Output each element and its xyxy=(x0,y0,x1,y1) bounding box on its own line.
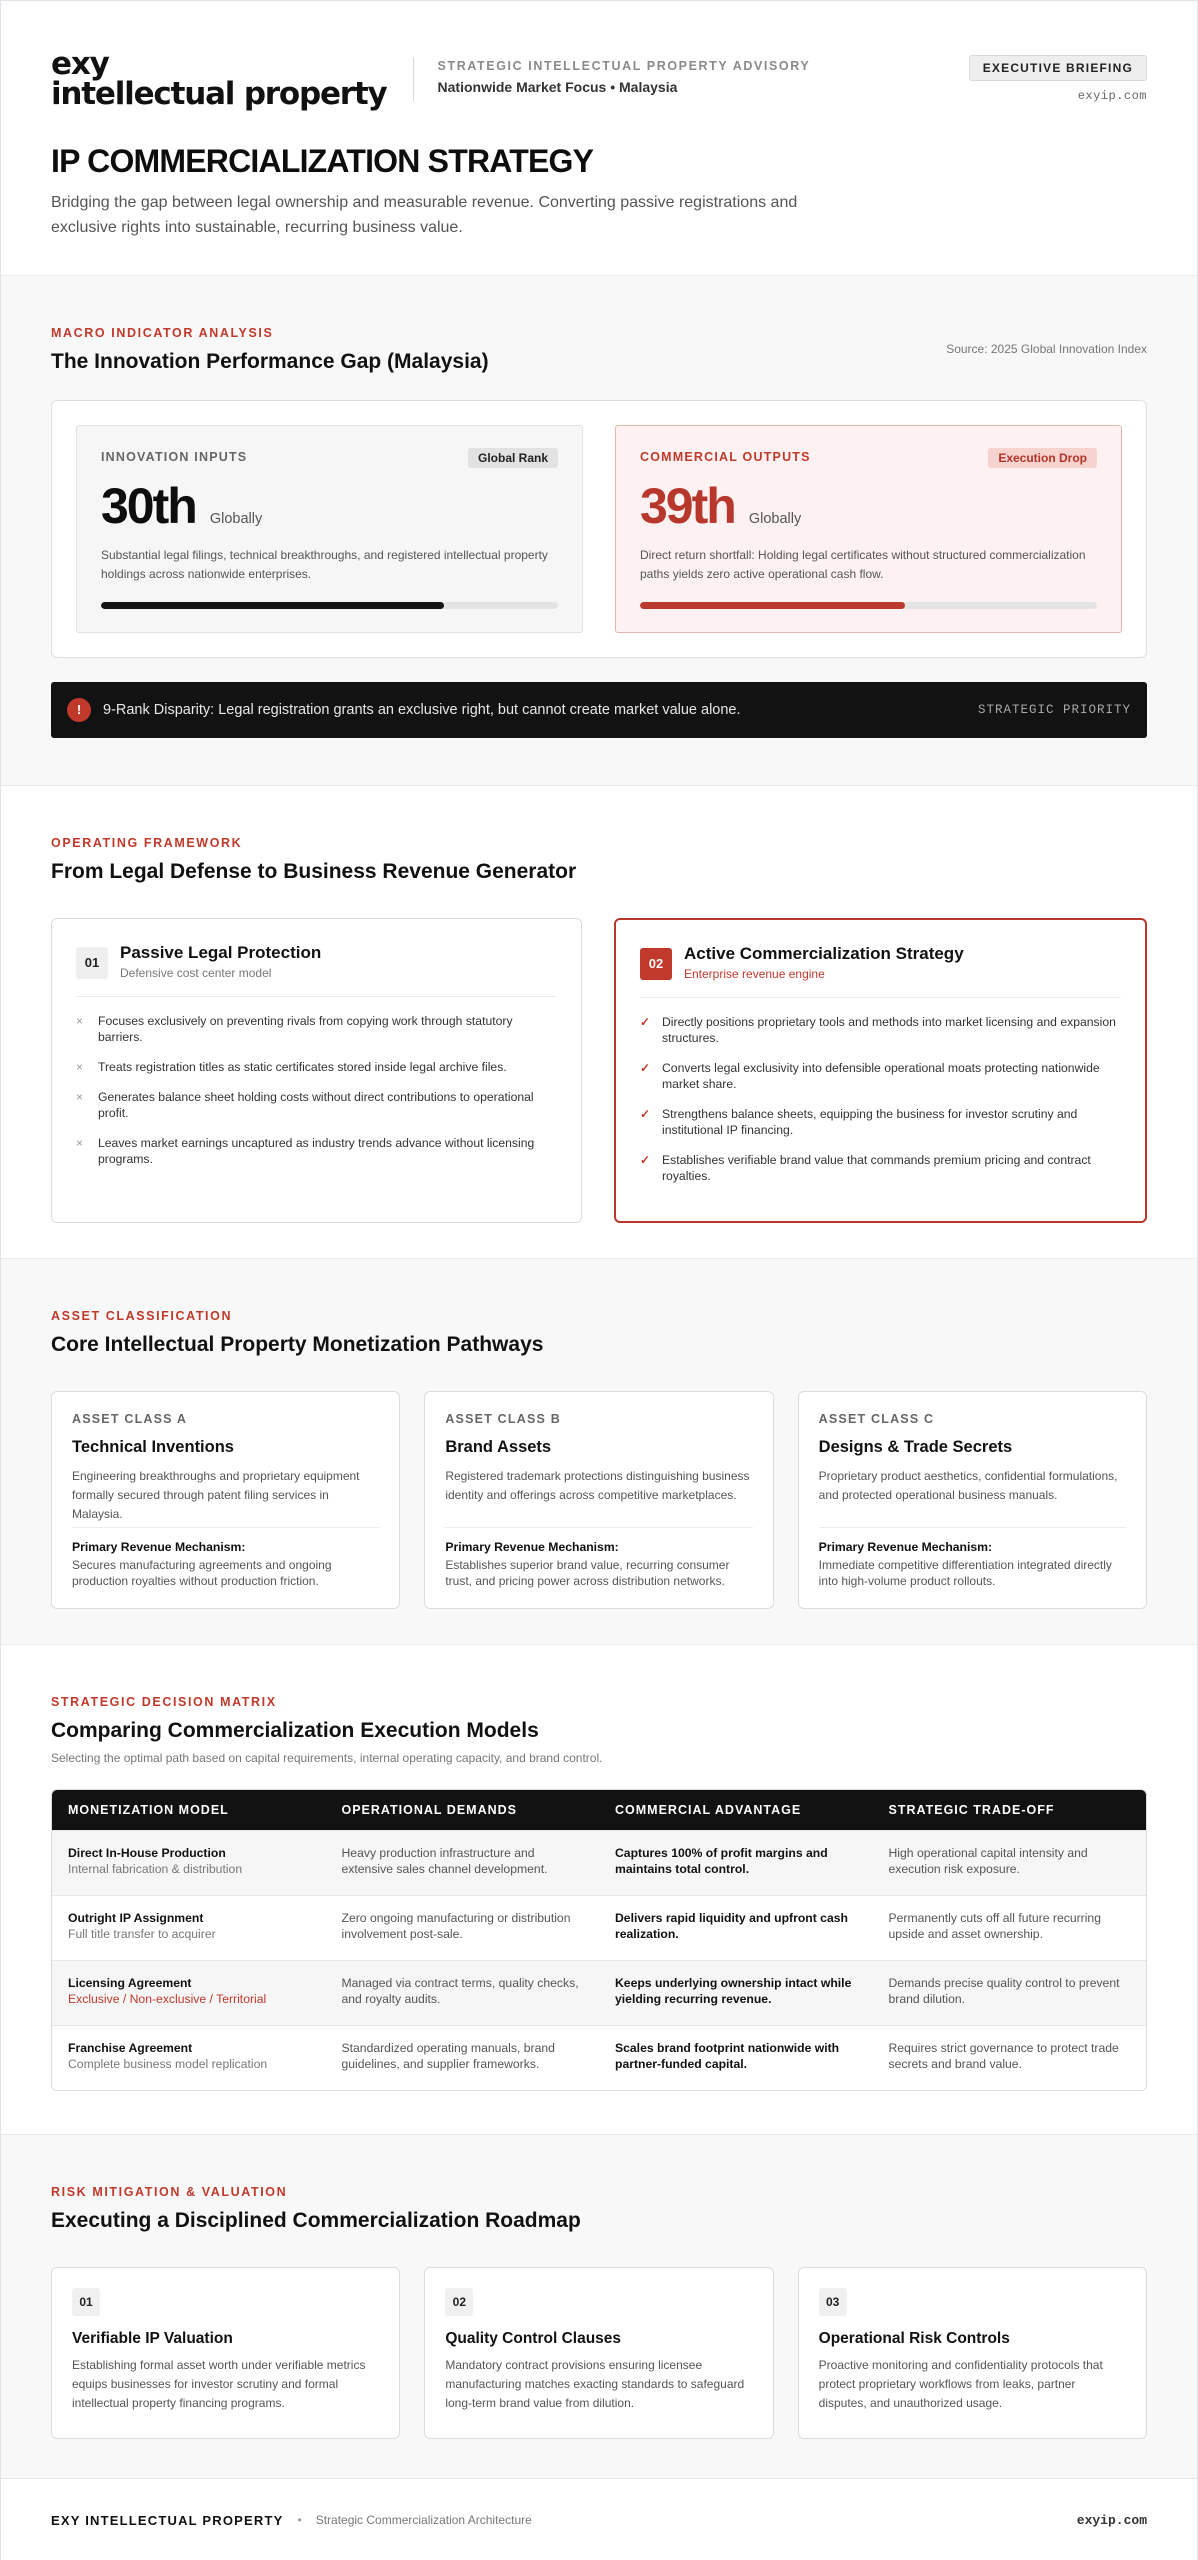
divider xyxy=(72,1527,379,1528)
model-cell xyxy=(52,2040,326,2090)
step-description: Proactive monitoring and confidentiality protocols that protect proprietary workflows from leaks, partner disputes, and unauthorized usage. xyxy=(818,2358,1103,2410)
section-title: Comparing Commercialization Execution Models xyxy=(51,1719,539,1742)
header-right xyxy=(969,55,1147,103)
card-description: Substantial legal filings, technical breakthroughs, and registered intellectual property holdings across nationwide enterprises. xyxy=(101,548,548,581)
page-description: Bridging the gap between legal ownership and measurable revenue. Converting passive registrations and exclusive rights into sustainable, recurring business value. xyxy=(51,194,798,236)
framework-cards xyxy=(51,918,1147,1223)
logo-line-2: intellectual property xyxy=(51,76,387,112)
column-header: MONETIZATION MODEL xyxy=(68,1803,229,1817)
column-header: COMMERCIAL ADVANTAGE xyxy=(615,1803,802,1817)
tradeoff-cell: Permanently cuts off all future recurring upside and asset ownership. xyxy=(888,1911,1101,1941)
rank-row xyxy=(101,480,558,532)
card-number: 02 xyxy=(640,948,672,980)
logo-line-1: exy xyxy=(51,46,109,82)
card-header xyxy=(76,943,557,997)
list-item xyxy=(640,1014,1121,1046)
list-item-text: Generates balance sheet holding costs without direct contributions to operational profit. xyxy=(98,1090,534,1120)
card-label: COMMERCIAL OUTPUTS xyxy=(640,450,811,464)
macro-section xyxy=(1,276,1197,786)
list-item-text: Directly positions proprietary tools and methods into market licensing and expansion structures. xyxy=(662,1015,1116,1045)
innovation-inputs-card xyxy=(76,425,583,633)
page-header xyxy=(1,1,1197,276)
column-header: STRATEGIC TRADE-OFF xyxy=(888,1803,1055,1817)
rank-row xyxy=(640,480,1097,532)
advantage-cell: Scales brand footprint nationwide with partner-funded capital. xyxy=(615,2041,840,2071)
model-subtitle: Full title transfer to acquirer xyxy=(68,1927,216,1941)
card-title: Passive Legal Protection xyxy=(120,943,322,962)
model-cell xyxy=(52,1910,326,1960)
brand-meta xyxy=(438,49,811,95)
step-description: Mandatory contract provisions ensuring licensee manufacturing matches exacting standards to safeguard long-term brand value from dilution. xyxy=(445,2358,745,2410)
step-number: 01 xyxy=(72,2288,100,2316)
asset-card-designs-trade-secrets xyxy=(798,1391,1147,1609)
asset-description: Proprietary product aesthetics, confidential formulations, and protected operational business manuals. xyxy=(818,1469,1118,1502)
mechanism-label: Primary Revenue Mechanism: xyxy=(818,1540,993,1554)
advantage-cell: Captures 100% of profit margins and maintains total control. xyxy=(615,1846,828,1876)
section-title: Executing a Disciplined Commercialization Roadmap xyxy=(51,2209,581,2232)
check-icon: ✓ xyxy=(640,1015,651,1029)
list-item xyxy=(76,1089,557,1121)
mechanism-label: Primary Revenue Mechanism: xyxy=(72,1540,246,1554)
tradeoff-cell: High operational capital intensity and execution risk exposure. xyxy=(888,1846,1088,1876)
list-item-text: Converts legal exclusivity into defensible operational moats protecting nationwide market share. xyxy=(662,1061,1100,1091)
card-description: Direct return shortfall: Holding legal certificates without structured commercialization paths yields zero active operational cash flow. xyxy=(640,548,1086,581)
asset-title: Brand Assets xyxy=(445,1438,552,1456)
model-name: Outright IP Assignment xyxy=(68,1911,204,1925)
execution-drop-badge: Execution Drop xyxy=(988,448,1097,468)
asset-class-label: ASSET CLASS A xyxy=(72,1412,188,1426)
page-footer xyxy=(1,2478,1197,2560)
advantage-cell: Delivers rapid liquidity and upfront cash realization. xyxy=(615,1911,848,1941)
asset-class-label: ASSET CLASS B xyxy=(445,1412,561,1426)
section-title: The Innovation Performance Gap (Malaysia) xyxy=(51,350,489,373)
mechanism-text: Secures manufacturing agreements and ongoing production royalties without production friction. xyxy=(72,1558,332,1588)
performance-gap-panel xyxy=(51,400,1147,658)
active-commercialization-card xyxy=(614,918,1147,1223)
list-item xyxy=(640,1152,1121,1184)
list-item xyxy=(76,1059,557,1075)
model-subtitle: Internal fabrication & distribution xyxy=(68,1862,243,1876)
card-titles xyxy=(684,944,964,981)
market-focus: Nationwide Market Focus • Malaysia xyxy=(437,79,678,95)
footer-brand: EXY INTELLECTUAL PROPERTY xyxy=(51,2512,284,2528)
demands-cell: Managed via contract terms, quality checks, and royalty audits. xyxy=(341,1976,579,2006)
roadmap-card-valuation xyxy=(51,2267,400,2439)
card-title: Active Commercialization Strategy xyxy=(684,944,964,963)
progress-bar xyxy=(640,602,1097,609)
rank-unit: Globally xyxy=(209,511,263,527)
progress-bar-fill xyxy=(640,602,905,609)
list-item xyxy=(640,1060,1121,1092)
list-item-text: Leaves market earnings uncaptured as industry trends advance without licensing programs. xyxy=(98,1136,535,1166)
section-eyebrow: STRATEGIC DECISION MATRIX xyxy=(51,1695,277,1709)
step-number: 02 xyxy=(445,2288,473,2316)
passive-protection-card xyxy=(51,918,582,1223)
comparison-table xyxy=(51,1789,1147,2091)
list-item-text: Focuses exclusively on preventing rivals from copying work through statutory barriers. xyxy=(98,1014,513,1044)
demands-cell: Zero ongoing manufacturing or distribution involvement post-sale. xyxy=(341,1911,571,1941)
roadmap-section xyxy=(1,2135,1197,2478)
roadmap-card-risk-controls xyxy=(798,2267,1147,2439)
model-subtitle: Exclusive / Non-exclusive / Territorial xyxy=(68,1992,267,2006)
advisory-eyebrow: STRATEGIC INTELLECTUAL PROPERTY ADVISORY xyxy=(437,59,811,73)
cross-icon: × xyxy=(76,1060,84,1074)
list-item xyxy=(640,1106,1121,1138)
model-name: Franchise Agreement xyxy=(68,2041,193,2055)
mechanism-text: Immediate competitive differentiation integrated directly into high-volume product rollouts. xyxy=(818,1558,1112,1588)
column-header: OPERATIONAL DEMANDS xyxy=(341,1803,517,1817)
page-title: IP COMMERCIALIZATION STRATEGY xyxy=(51,143,594,179)
rank-value: 39th xyxy=(640,478,735,534)
model-cell xyxy=(52,1845,326,1895)
rank-unit: Globally xyxy=(748,511,802,527)
cross-icon: × xyxy=(76,1136,84,1150)
asset-card-technical-inventions xyxy=(51,1391,400,1609)
asset-description: Engineering breakthroughs and proprietary equipment formally secured through patent filing services in Malaysia. xyxy=(72,1469,360,1521)
step-description: Establishing formal asset worth under verifiable metrics equips businesses for investor scrutiny and formal intellectual property financing programs. xyxy=(72,2358,366,2410)
list-item-text: Treats registration titles as static certificates stored inside legal archive files. xyxy=(98,1060,507,1074)
brand-divider xyxy=(413,57,414,101)
executive-briefing-badge: EXECUTIVE BRIEFING xyxy=(969,55,1147,81)
divider xyxy=(819,1527,1126,1528)
mechanism-label: Primary Revenue Mechanism: xyxy=(445,1540,619,1554)
tradeoff-cell: Requires strict governance to protect trade secrets and brand value. xyxy=(888,2041,1119,2071)
strategic-priority-tag: STRATEGIC PRIORITY xyxy=(977,703,1131,717)
asset-cards xyxy=(51,1391,1147,1609)
divider xyxy=(445,1527,752,1528)
step-title: Verifiable IP Valuation xyxy=(72,2330,233,2347)
demands-cell: Heavy production infrastructure and extensive sales channel development. xyxy=(341,1846,548,1876)
rank-value: 30th xyxy=(101,478,196,534)
cross-icon: × xyxy=(76,1090,84,1104)
active-list xyxy=(640,1014,1121,1184)
section-title: From Legal Defense to Business Revenue Generator xyxy=(51,860,577,883)
framework-section xyxy=(1,786,1197,1259)
section-subtitle: Selecting the optimal path based on capital requirements, internal operating capacity, and brand control. xyxy=(51,1751,603,1765)
model-subtitle: Complete business model replication xyxy=(68,2057,268,2071)
asset-title: Technical Inventions xyxy=(72,1438,234,1456)
card-label: INNOVATION INPUTS xyxy=(101,450,248,464)
asset-description: Registered trademark protections distinguishing business identity and offerings across competitive marketplaces. xyxy=(445,1469,750,1502)
decision-matrix-section xyxy=(1,1645,1197,2135)
card-header xyxy=(640,944,1121,998)
cross-icon: × xyxy=(76,1014,84,1028)
table-row xyxy=(52,1830,1146,1895)
asset-classification-section xyxy=(1,1259,1197,1645)
footer-separator: • xyxy=(297,2513,302,2527)
progress-bar xyxy=(101,602,558,609)
asset-class-label: ASSET CLASS C xyxy=(818,1412,935,1426)
source-note: Source: 2025 Global Innovation Index xyxy=(946,342,1147,356)
company-logo[interactable] xyxy=(51,46,387,112)
table-body xyxy=(52,1830,1146,2090)
asset-title: Designs & Trade Secrets xyxy=(818,1438,1013,1456)
section-eyebrow: RISK MITIGATION & VALUATION xyxy=(51,2185,288,2199)
alert-text: 9-Rank Disparity: Legal registration grants an exclusive right, but cannot create market value alone. xyxy=(103,702,741,718)
table-header xyxy=(52,1790,1146,1830)
check-icon: ✓ xyxy=(640,1061,651,1075)
list-item xyxy=(76,1013,557,1045)
commercial-outputs-card xyxy=(615,425,1122,633)
section-eyebrow: OPERATING FRAMEWORK xyxy=(51,836,243,850)
card-subtitle: Enterprise revenue engine xyxy=(684,967,825,981)
card-titles xyxy=(120,943,321,980)
list-item-text: Strengthens balance sheets, equipping the business for investor scrutiny and institutional IP financing. xyxy=(662,1107,1078,1137)
list-item xyxy=(76,1135,557,1167)
section-title: Core Intellectual Property Monetization Pathways xyxy=(51,1333,544,1356)
advantage-cell: Keeps underlying ownership intact while yielding recurring revenue. xyxy=(615,1976,852,2006)
step-title: Quality Control Clauses xyxy=(445,2330,622,2347)
list-item-text: Establishes verifiable brand value that commands premium pricing and contract royalties. xyxy=(662,1153,1091,1183)
footer-tagline: Strategic Commercialization Architecture xyxy=(315,2513,532,2527)
model-name: Licensing Agreement xyxy=(68,1976,192,1990)
card-number: 01 xyxy=(76,947,108,979)
progress-bar-fill xyxy=(101,602,444,609)
mechanism-text: Establishes superior brand value, recurring consumer trust, and pricing power across distribution networks. xyxy=(445,1558,730,1588)
step-title: Operational Risk Controls xyxy=(818,2330,1010,2347)
check-icon: ✓ xyxy=(640,1153,651,1167)
roadmap-card-quality-control xyxy=(424,2267,773,2439)
roadmap-cards xyxy=(51,2267,1147,2439)
section-eyebrow: ASSET CLASSIFICATION xyxy=(51,1309,233,1323)
tradeoff-cell: Demands precise quality control to prevent brand dilution. xyxy=(888,1976,1120,2006)
table-row xyxy=(52,2025,1146,2090)
check-icon: ✓ xyxy=(640,1107,651,1121)
section-eyebrow: MACRO INDICATOR ANALYSIS xyxy=(51,326,274,340)
step-number: 03 xyxy=(819,2288,847,2316)
demands-cell: Standardized operating manuals, brand guidelines, and supplier frameworks. xyxy=(341,2041,555,2071)
model-name: Direct In-House Production xyxy=(68,1846,226,1860)
alert-icon: ! xyxy=(67,698,91,722)
footer-url-link[interactable]: exyip.com xyxy=(1076,2512,1147,2528)
asset-card-brand-assets xyxy=(424,1391,773,1609)
header-url-link[interactable]: exyip.com xyxy=(1077,89,1147,103)
disparity-alert-bar xyxy=(51,682,1147,738)
global-rank-badge: Global Rank xyxy=(468,448,558,468)
card-subtitle: Defensive cost center model xyxy=(120,966,272,980)
model-cell xyxy=(52,1975,326,2025)
passive-list xyxy=(76,1013,557,1167)
table-row xyxy=(52,1960,1146,2025)
table-row xyxy=(52,1895,1146,1960)
